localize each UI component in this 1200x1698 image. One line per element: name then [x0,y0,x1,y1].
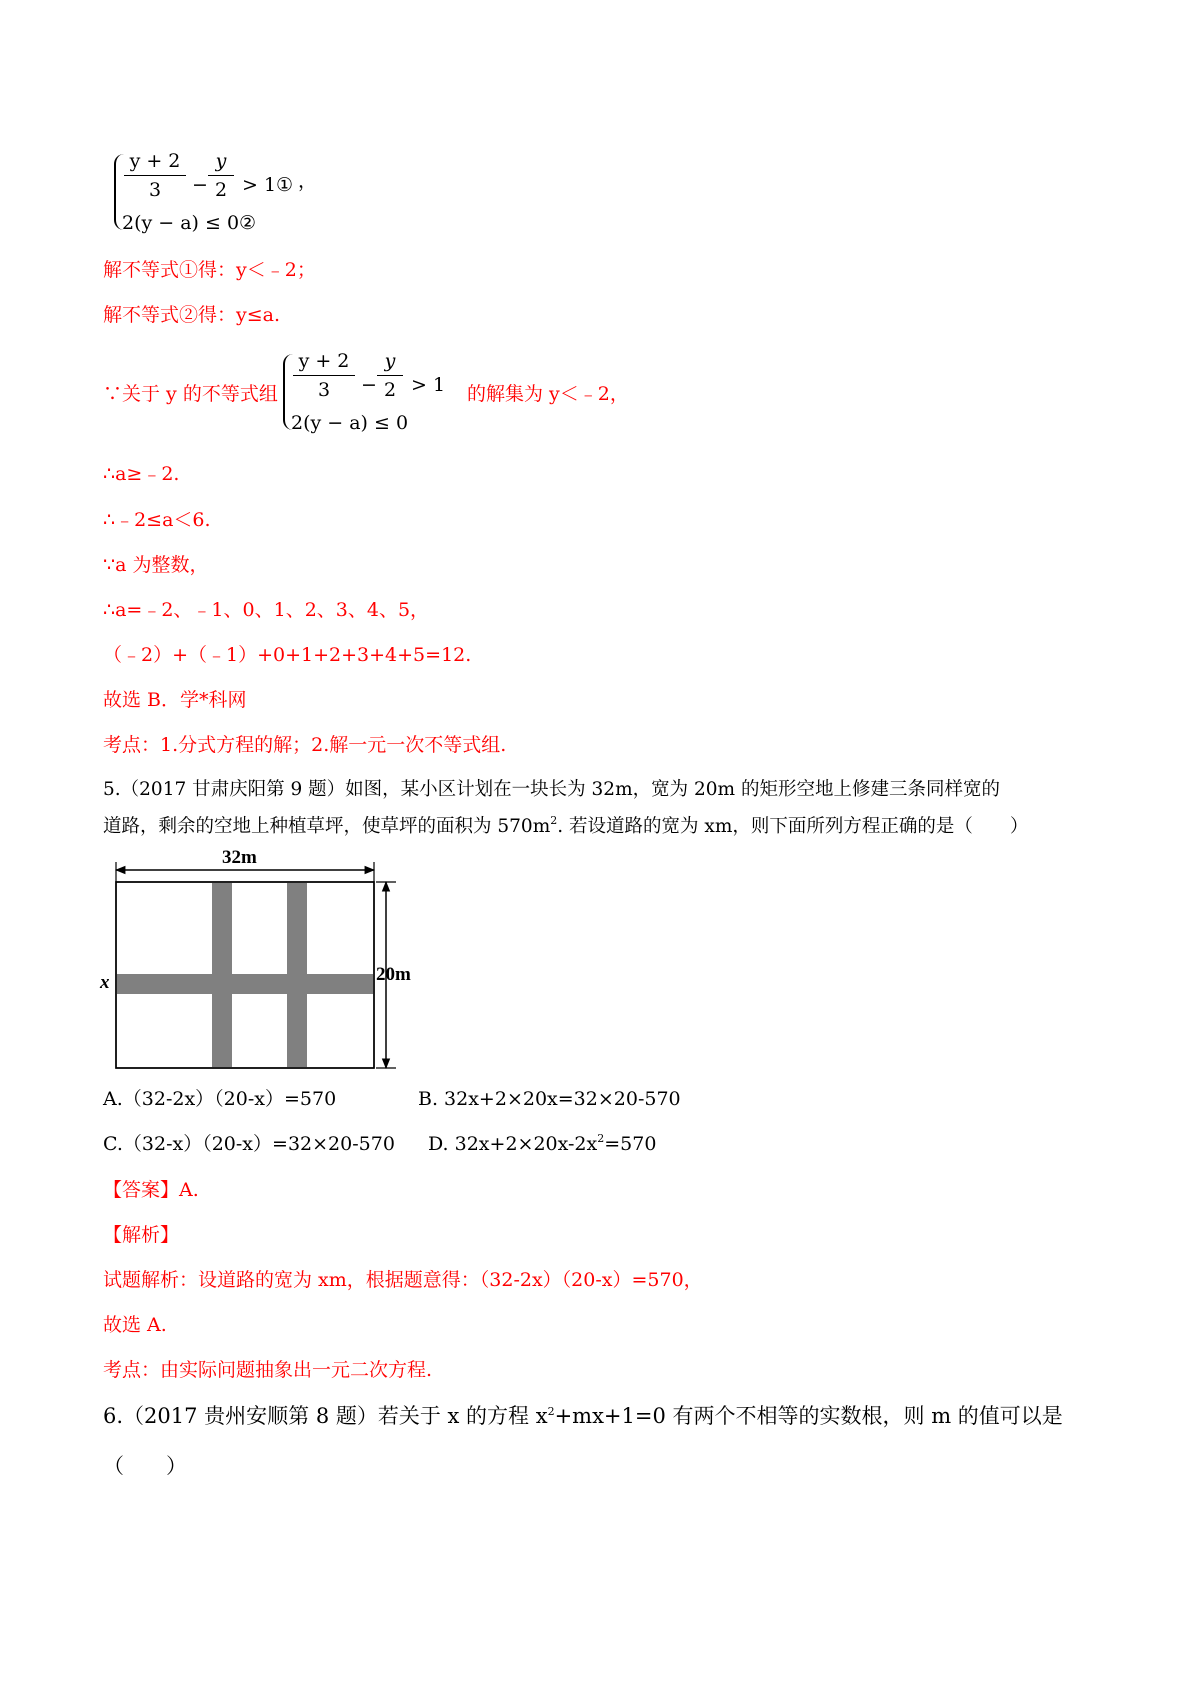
fraction-2 [377,350,403,401]
solve-ineq-1: 解不等式①得：y＜﹣2； [103,259,316,281]
numerator: y [215,150,227,172]
because-pre: ∵关于 y 的不等式组 [103,383,278,405]
analysis-text: 试题解析：设道路的宽为 xm，根据题意得：（32-2x）（20-x）=570， [103,1269,703,1291]
numerator: y + 2 [129,150,181,172]
q5-line1: 5.（2017 甘肃庆阳第 9 题）如图，某小区计划在一块长为 32m，宽为 20m 的矩形空地上修建三条同样宽的 [103,779,1000,800]
horizontal-road [116,974,374,994]
therefore-range: ∴﹣2≤a＜6. [103,509,211,531]
rhs: > 1 [411,374,446,396]
therefore-a-ge: ∴a≥﹣2. [103,463,180,485]
option-a: A.（32-2x）（20-x）=570 [103,1088,337,1110]
fraction-2 [208,150,234,201]
fraction-1 [124,150,186,201]
option-d-tail: =570 [604,1133,657,1155]
option-d [428,1132,656,1159]
kaodian-4: 考点：1.分式方程的解；2.解一元一次不等式组. [103,734,507,756]
minus-sign: − [361,374,377,396]
a-integer: ∵a 为整数， [103,554,209,576]
second-inequality: 2(y − a) ≤ 0② [122,212,257,234]
numerator: y [384,350,396,372]
numerator: y + 2 [298,350,350,372]
denominator: 3 [148,179,162,201]
sum-line: （﹣2）+（﹣1）+0+1+2+3+4+5=12. [103,644,472,666]
solve-ineq-2: 解不等式②得：y≤a. [103,304,281,326]
brace-top [283,354,293,392]
inequality-system-1 [114,150,334,240]
q6-line2: （ ） [103,1454,187,1478]
rhs: > 1① [242,174,294,196]
option-c: C.（32-x）（20-x）=32×20-570 [103,1133,395,1155]
option-b: B. 32x+2×20x=32×20-570 [418,1088,681,1110]
choose-a: 故选 A. [103,1314,167,1336]
q5-line2-tail: . 若设道路的宽为 xm，则下面所列方程正确的是（ ） [557,816,1029,837]
q6-line1 [103,1402,1063,1434]
trailing-comma: ， [298,170,318,192]
kaodian-5: 考点：由实际问题抽象出一元二次方程. [103,1359,433,1381]
superscript: 2 [547,1405,555,1418]
superscript: 2 [550,814,558,827]
vertical-road-1 [212,882,232,1068]
right-label: 20m [376,964,411,985]
denominator: 2 [383,379,397,401]
road-figure [96,842,426,1074]
left-label: x [100,972,110,993]
q6-line1-text: 6.（2017 贵州安顺第 8 题）若关于 x 的方程 x [103,1404,548,1428]
denominator: 2 [214,179,228,201]
q6-line1-tail: +mx+1=0 有两个不相等的实数根，则 m 的值可以是 [554,1404,1063,1428]
brace-top [114,154,124,192]
q5-line2 [103,815,1028,841]
option-d-text: D. 32x+2×20x-2x [428,1133,598,1155]
a-values: ∴a=﹣2、﹣1、0、1、2、3、4、5， [103,599,430,621]
minus-sign: − [192,174,208,196]
top-label: 32m [222,847,257,868]
second-inequality: 2(y − a) ≤ 0 [291,412,409,434]
inequality-system-2 [283,350,463,440]
q5-line2-text: 道路，剩余的空地上种植草坪，使草坪的面积为 570m [103,816,551,837]
fraction-1 [293,350,355,401]
denominator: 3 [317,379,331,401]
vertical-road-2 [287,882,307,1068]
superscript: 2 [597,1132,605,1145]
analysis-head: 【解析】 [103,1224,180,1246]
answer-label: 【答案】A. [103,1179,199,1201]
choose-b: 故选 B．学*科网 [103,689,247,711]
because-post: 的解集为 y＜﹣2， [467,383,629,405]
